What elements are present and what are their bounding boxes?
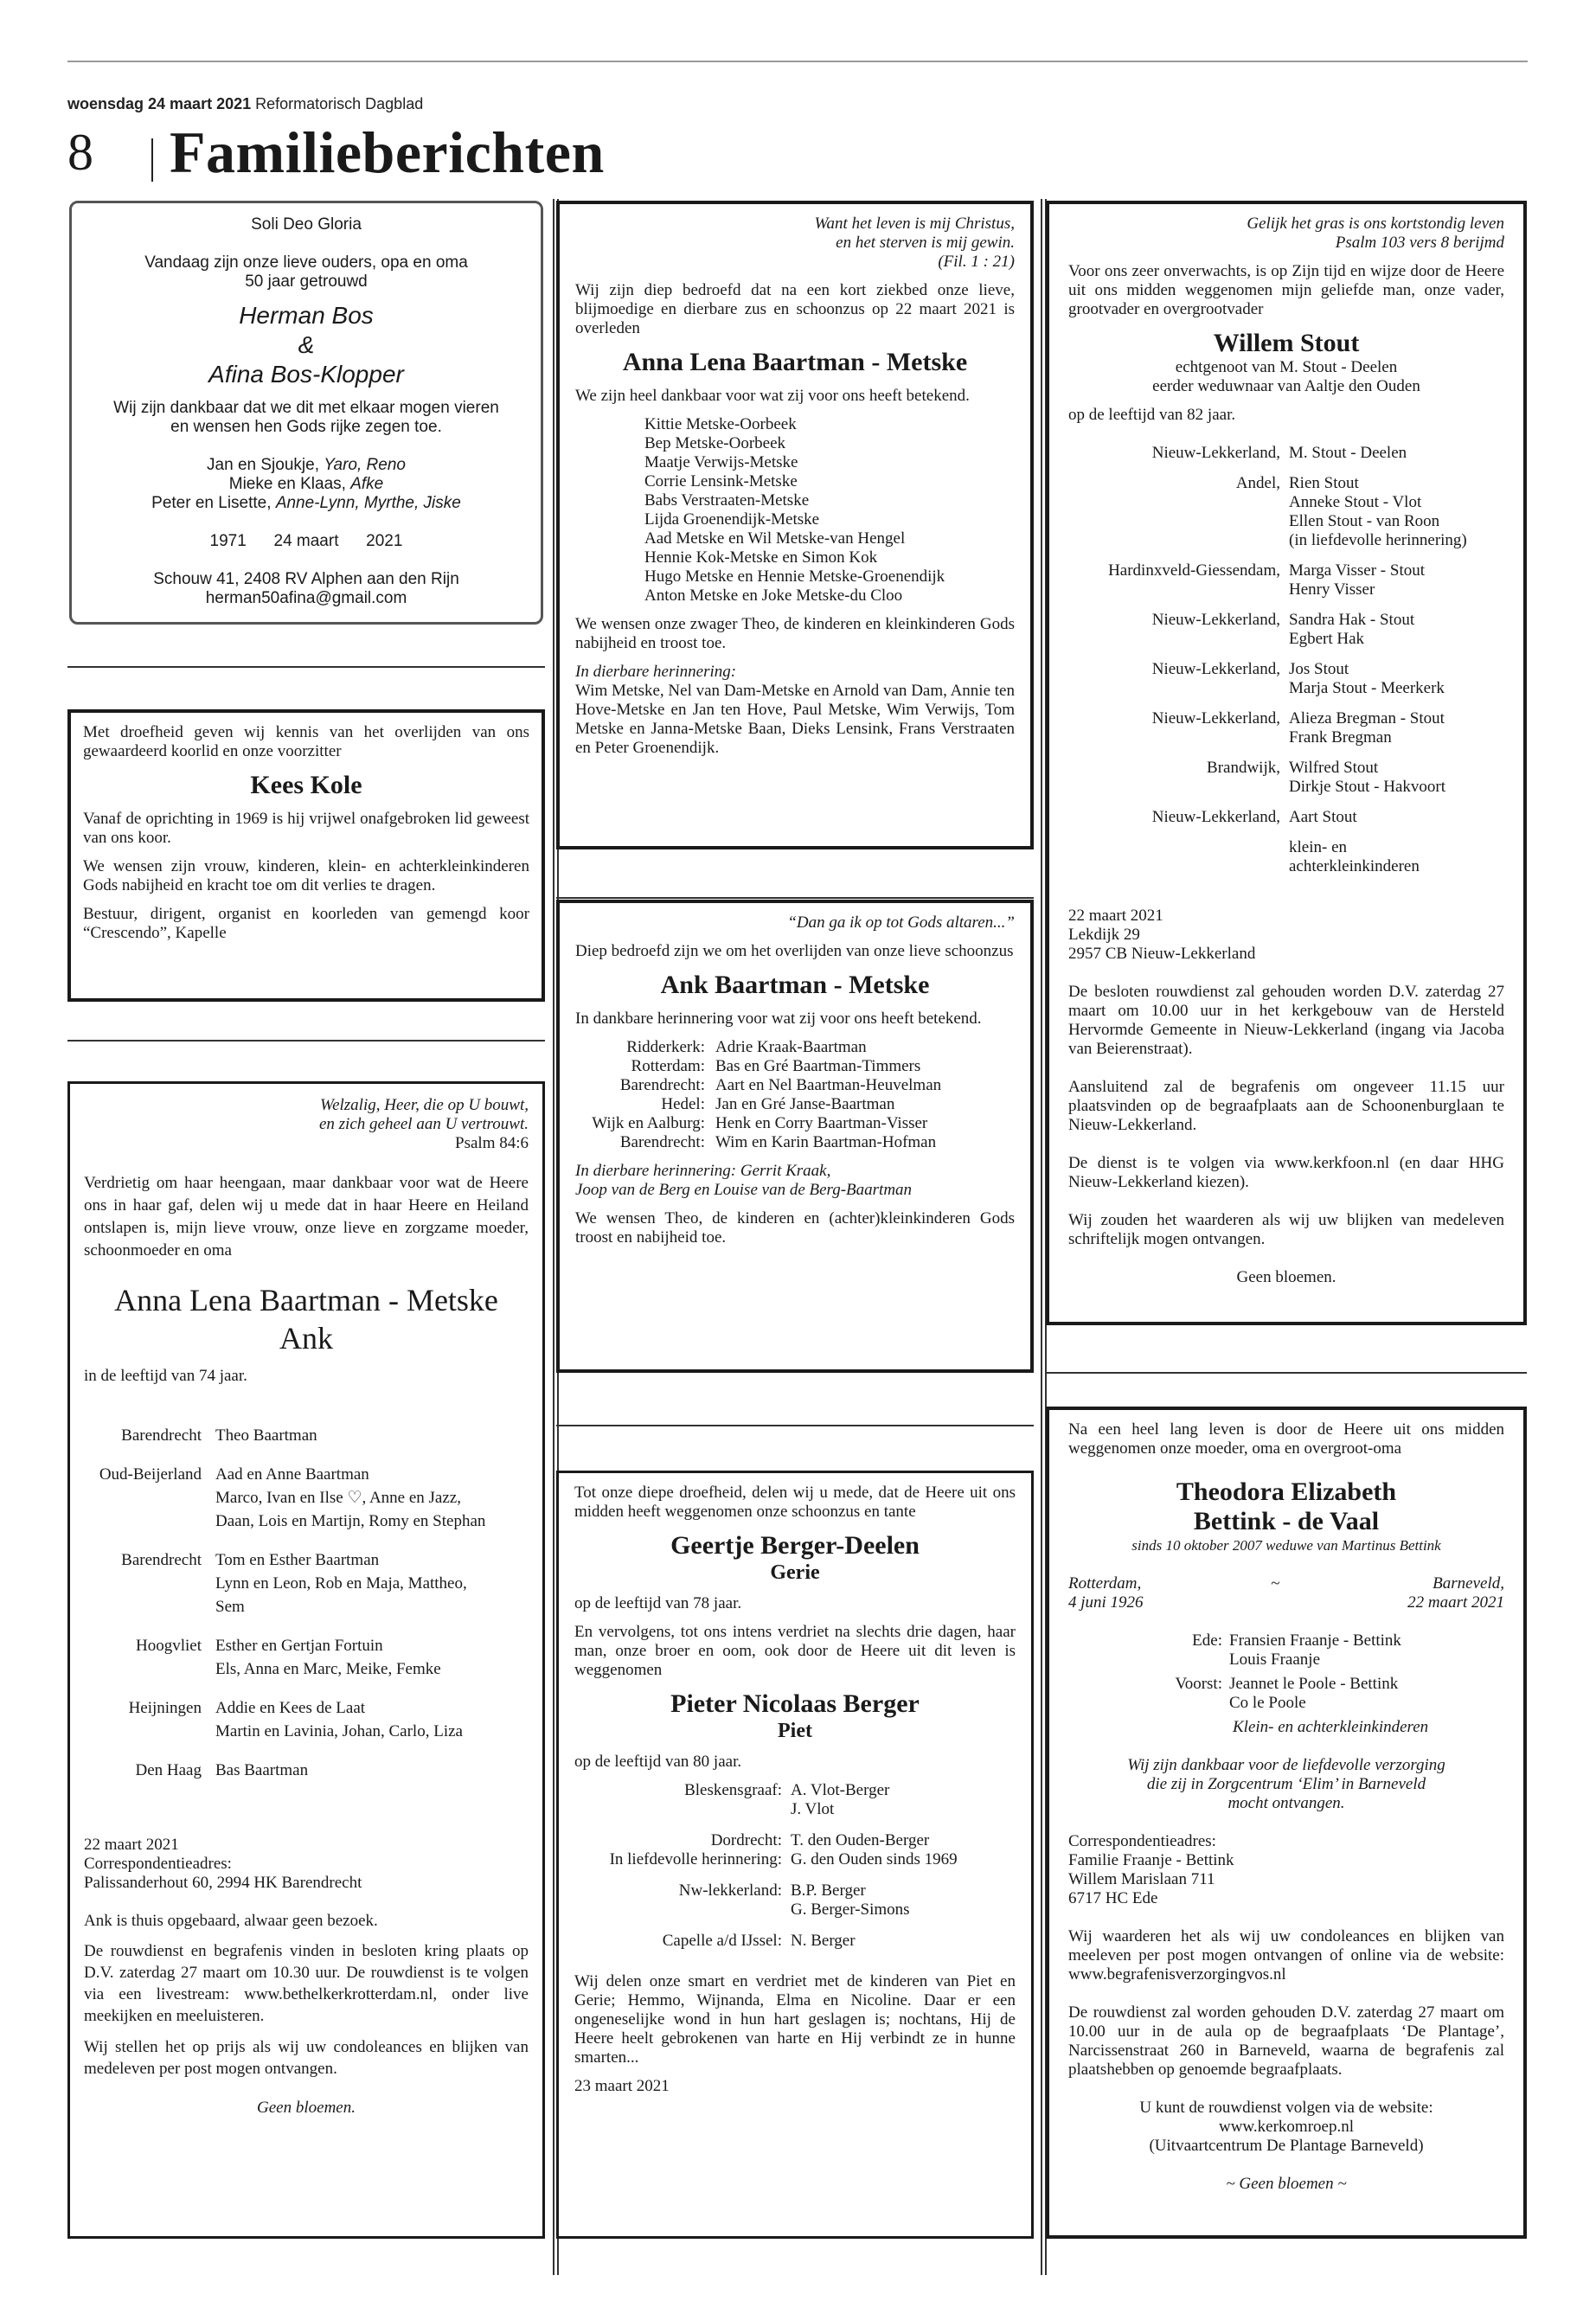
family-place: Nieuw-Lekkerland, — [1151, 660, 1280, 678]
deceased-name: Pieter Nicolaas Berger — [670, 1689, 920, 1718]
no-flowers: Geen bloemen. — [257, 2099, 356, 2117]
deceased-name: Anna Lena Baartman - Metske — [622, 348, 968, 376]
column-rule-2 — [1041, 199, 1042, 2275]
family-name: Wim en Karin Baartman-Hofman — [715, 1133, 937, 1151]
family-names — [791, 1831, 1016, 1850]
verse-reference: (Fil. 1 : 21) — [938, 253, 1015, 271]
widow-line: sinds 10 oktober 2007 weduwe van Martinus Bettink — [1131, 1537, 1441, 1554]
family-name: Addie en Kees de Laat — [215, 1699, 366, 1717]
notice-anna-lena-baartman-siblings — [556, 201, 1034, 849]
family-names — [1229, 1631, 1504, 1670]
family-names — [1289, 660, 1504, 698]
family-name: G. Berger-Simons — [791, 1900, 910, 1919]
motto: Soli Deo Gloria — [251, 215, 362, 234]
wish: We wensen Theo, de kinderen en (achter)kleinkinderen Gods troost en nabijheid toe. — [575, 1209, 1015, 1247]
age: op de leeftijd van 78 jaar. — [574, 1594, 742, 1612]
ampersand: & — [298, 331, 315, 358]
grandchildren: Klein- en achterkleinkinderen — [1233, 1718, 1429, 1736]
stream-url[interactable]: www.kerkomroep.nl — [1218, 2118, 1354, 2136]
stream: De dienst is te volgen via www.kerkfoon.nl (en daar HHG Nieuw-Lekkerland kiezen). — [1068, 1154, 1504, 1191]
family-name: klein- en — [1289, 838, 1348, 856]
family-names — [1289, 474, 1504, 550]
care-line: die zij in Zorgcentrum ‘Elim’ in Barneveld — [1146, 1775, 1426, 1793]
family-entry — [1068, 611, 1504, 649]
family-name: Bas Baartman — [215, 1761, 309, 1779]
column-rule-1 — [553, 199, 554, 2275]
sibling: Bep Metske-Oorbeek — [644, 434, 786, 452]
family-entry — [1068, 1631, 1504, 1670]
notice-willem-stout — [1046, 201, 1527, 1325]
couple-name: Herman Bos — [239, 302, 374, 329]
family-place: Andel, — [1235, 474, 1280, 492]
family-name: Henk en Corry Baartman-Visser — [715, 1114, 928, 1132]
family-name: Daan, Lois en Martijn, Romy en Stephan — [215, 1512, 486, 1530]
family-place: Oud-Beijerland — [99, 1465, 202, 1484]
death-date: 22 maart 2021 — [1407, 1593, 1504, 1612]
family-place: Hedel: — [661, 1095, 705, 1113]
notice-kees-kole — [67, 709, 545, 1002]
family-name: Alieza Bregman - Stout — [1289, 709, 1445, 727]
burial: Aansluitend zal de begrafenis om ongeveer 11.15 uur plaatsvinden op de begraafplaats aan de Schoonenburglaan te Nieuw-Lekkerland. — [1068, 1078, 1504, 1134]
family-name: Marja Stout - Meerkerk — [1289, 679, 1445, 697]
death-place: Barneveld, — [1433, 1574, 1504, 1593]
family-names — [215, 1759, 529, 1782]
life-dates — [1068, 1574, 1504, 1612]
family-name: Aart Stout — [1289, 808, 1357, 826]
notice-ank-baartman-in-laws — [556, 900, 1034, 1373]
correspondence-line: Willem Marislaan 711 — [1068, 1870, 1215, 1888]
paragraph: Wij delen onze smart en verdriet met de kinderen van Piet en Gerie; Hemmo, Wijnanda, Elma en Nicoline. Daar er een ongeneselijke wond in hun hart geslagen is; nochtans, Hij de Heere heelt gebrokenen van harte en Hij verbindt ze in hunne smarten... — [574, 1972, 1016, 2067]
family-place: Nieuw-Lekkerland, — [1151, 611, 1280, 629]
family-name: Anneke Stout - Vlot — [1289, 493, 1422, 511]
correspondence-label: Correspondentieadres: — [84, 1855, 232, 1873]
death — [1407, 1574, 1504, 1612]
thanks: Wij stellen het op prijs als wij uw condoleances en blijken van medeleven per post mogen ontvangen. — [84, 2038, 529, 2078]
family-name: Fransien Fraanje - Bettink — [1229, 1631, 1401, 1650]
family-name: Esther en Gertjan Fortuin — [215, 1637, 383, 1655]
couple-name: Afina Bos-Klopper — [208, 361, 404, 388]
family-names — [215, 1634, 529, 1681]
family-place: Voorst: — [1175, 1675, 1222, 1693]
family-entry — [84, 1634, 529, 1681]
family-place: Hardinxveld-Giessendam, — [1108, 561, 1280, 580]
service: De besloten rouwdienst zal gehouden worden D.V. zaterdag 27 maart om 10.00 uur in het kerkgebouw van de Hersteld Hervormde Gemeente in Nieuw-Lekkerland (ingang via Jacoba van Beierenstraat). — [1068, 983, 1504, 1058]
sibling: Lijda Groenendijk-Metske — [644, 510, 820, 529]
correspondence-label: Correspondentieadres: — [1068, 1832, 1216, 1850]
deceased-name: Bettink - de Vaal — [1193, 1507, 1380, 1535]
family-line: Mieke en Klaas, Afke — [228, 475, 384, 493]
sibling: Corrie Lensink-Metske — [644, 472, 798, 490]
family-entry — [1068, 660, 1504, 698]
family-name: M. Stout - Deelen — [1289, 444, 1407, 462]
family-place: Barendrecht: — [619, 1133, 705, 1151]
family-names — [1289, 808, 1504, 827]
family-place: Nieuw-Lekkerland, — [1151, 709, 1280, 727]
anniversary-line: 50 jaar getrouwd — [245, 272, 368, 291]
family-place: Rotterdam: — [631, 1057, 705, 1075]
birth — [1068, 1574, 1144, 1612]
family-entry — [84, 1548, 529, 1618]
family-entry — [84, 1463, 529, 1533]
deceased-name: Theodora Elizabeth — [1176, 1477, 1397, 1506]
family-name: Co le Poole — [1229, 1694, 1306, 1712]
thanks-line: Wij zijn dankbaar dat we dit met elkaar mogen vieren — [113, 399, 499, 417]
stream: (Uitvaartcentrum De Plantage Barneveld) — [1149, 2137, 1424, 2155]
family-name: Theo Baartman — [215, 1426, 317, 1445]
care-line: Wij zijn dankbaar voor de liefdevolle verzorging — [1127, 1756, 1445, 1774]
sibling: Kittie Metske-Oorbeek — [644, 415, 797, 433]
family-entry — [574, 1881, 1016, 1920]
sibling: Maatje Verwijs-Metske — [644, 453, 798, 471]
verse: en het sterven is mij gewin. — [836, 234, 1015, 252]
separator — [1046, 1372, 1527, 1374]
family-name: T. den Ouden-Berger — [791, 1831, 930, 1849]
family-names — [215, 1696, 529, 1743]
family-list — [574, 1781, 1016, 1951]
family-names — [791, 1781, 1016, 1819]
family-list — [575, 1038, 1015, 1152]
family-name: J. Vlot — [791, 1800, 835, 1818]
family-names — [1289, 611, 1504, 649]
family-names — [215, 1424, 529, 1447]
sibling: Anton Metske en Joke Metske-du Cloo — [644, 586, 903, 605]
sibling: Hennie Kok-Metske en Simon Kok — [644, 548, 878, 567]
family-name: (in liefdevolle herinnering) — [1289, 531, 1467, 549]
family-name: Jos Stout — [1289, 660, 1349, 678]
family-entry — [1068, 759, 1504, 797]
family-name: achterkleinkinderen — [1289, 857, 1420, 875]
family-entry — [574, 1932, 1016, 1951]
family-name: Wilfred Stout — [1289, 759, 1379, 777]
family-entry — [574, 1781, 1016, 1819]
notice-bettink — [1046, 1407, 1527, 2239]
family-name: Egbert Hak — [1289, 630, 1365, 648]
family-names — [1289, 759, 1504, 797]
family-names — [1289, 838, 1504, 876]
paragraph: En vervolgens, tot ons intens verdriet na slechts drie dagen, haar man, onze broer en oom, ook door de Heere uit dit leven is weggenomen — [574, 1623, 1016, 1679]
care-line: mocht ontvangen. — [1227, 1794, 1345, 1812]
spouse: eerder weduwnaar van Aaltje den Ouden — [1152, 377, 1420, 395]
family-name: Marco, Ivan en Ilse ♡, Anne en Jazz, — [215, 1489, 461, 1507]
family-names — [1289, 444, 1504, 463]
family-entry — [574, 1831, 1016, 1850]
email[interactable]: herman50afina@gmail.com — [205, 589, 407, 607]
age: op de leeftijd van 82 jaar. — [1068, 406, 1236, 424]
birth-place: Rotterdam, — [1068, 1574, 1142, 1593]
family-place: Ridderkerk: — [626, 1038, 705, 1056]
sibling: Hugo Metske en Hennie Metske-Groenendijk — [644, 567, 945, 586]
deceased-name: Anna Lena Baartman - Metske — [114, 1283, 498, 1317]
family-place: Barendrecht — [121, 1551, 202, 1569]
siblings-list — [575, 415, 1015, 606]
verse: en zich geheel aan U vertrouwt. — [318, 1115, 529, 1133]
stream: U kunt de rouwdienst volgen via de website: — [1139, 2099, 1433, 2117]
family-place: Dordrecht: — [710, 1831, 782, 1849]
family-name: Frank Bregman — [1289, 728, 1392, 747]
family-name: N. Berger — [791, 1932, 856, 1950]
memory: In dierbare herinnering: Gerrit Kraak, — [575, 1162, 831, 1180]
family-name: Els, Anna en Marc, Meike, Femke — [215, 1660, 441, 1678]
wish: We wensen onze zwager Theo, de kinderen en kleinkinderen Gods nabijheid en troost toe. — [575, 615, 1015, 652]
verse: Welzalig, Heer, die op U bouwt, — [319, 1096, 529, 1114]
family-name: A. Vlot-Berger — [791, 1781, 890, 1799]
family-name: Tom en Esther Baartman — [215, 1551, 380, 1569]
quote: “Dan ga ik op tot Gods altaren...” — [787, 913, 1015, 932]
dates-line: 1971 24 maart 2021 — [209, 532, 403, 550]
city: 2957 CB Nieuw-Lekkerland — [1068, 945, 1256, 963]
deceased-name: Willem Stout — [1213, 329, 1360, 357]
family-name: Henry Visser — [1289, 580, 1375, 599]
address: Schouw 41, 2408 RV Alphen aan den Rijn — [153, 570, 459, 588]
family-name: Martin en Lavinia, Johan, Carlo, Liza — [215, 1722, 463, 1740]
date: 22 maart 2021 — [84, 1836, 179, 1854]
family-entry — [1068, 709, 1504, 747]
family-name: Rien Stout — [1289, 474, 1359, 492]
memory: Joop van de Berg en Louise van de Berg-Baartman — [575, 1181, 913, 1199]
family-entry — [84, 1759, 529, 1782]
family-name: Bas en Gré Baartman-Timmers — [715, 1057, 921, 1075]
correspondence-line: 6717 HC Ede — [1068, 1889, 1158, 1907]
family-entry — [1068, 808, 1504, 827]
intro: Verdrietig om haar heengaan, maar dankbaar voor wat de Heere ons in haar gaf, delen wij u mede dat in haar Heere en Heiland ontslapen is, mijn lieve vrouw, onze lieve en zorgzame moeder, schoonmoeder en oma — [84, 1174, 529, 1259]
separator — [67, 666, 545, 668]
dateline: woensdag 24 maart 2021 Reformatorisch Dagblad — [67, 95, 424, 112]
family-place: Heijningen — [128, 1699, 202, 1717]
separator — [67, 1040, 545, 1042]
thanks: Wij zouden het waarderen als wij uw blijken van medeleven schriftelijk mogen ontvangen. — [1068, 1211, 1504, 1248]
sibling: Babs Verstraaten-Metske — [644, 491, 810, 510]
intro: Met droefheid geven wij kennis van het overlijden van ons gewaardeerd koorlid en onze voorzitter — [83, 723, 529, 760]
spouse: echtgenoot van M. Stout - Deelen — [1175, 358, 1398, 376]
correspondence-line: Familie Fraanje - Bettink — [1068, 1851, 1234, 1869]
family-place: Bleskensgraaf: — [684, 1781, 782, 1799]
family-place: Den Haag — [135, 1761, 202, 1779]
family-names — [1289, 709, 1504, 747]
family-name: Jan en Gré Janse-Baartman — [715, 1095, 895, 1113]
family-name: Sandra Hak - Stout — [1289, 611, 1415, 629]
paragraph: We wensen zijn vrouw, kinderen, klein- en achterkleinkinderen Gods nabijheid en kracht toe om dit verlies te dragen. — [83, 857, 529, 894]
viewing: Ank is thuis opgebaard, alwaar geen bezoek. — [84, 1912, 378, 1930]
family-name: Dirkje Stout - Hakvoort — [1289, 778, 1446, 796]
deceased-name: Geertje Berger-Deelen — [670, 1531, 920, 1560]
age: op de leeftijd van 80 jaar. — [574, 1753, 742, 1771]
page-number: 8 — [67, 124, 93, 181]
verse: Want het leven is mij Christus, — [814, 215, 1015, 233]
service: De rouwdienst en begrafenis vinden in besloten kring plaats op D.V. zaterdag 27 maart om 10.30 uur. De rouwdienst is te volgen via een livestream: www.bethelkerkrotterdam.nl, onder live meekijken en meeluisteren. — [84, 1942, 529, 2025]
family-name: Ellen Stout - van Roon — [1289, 512, 1440, 530]
memory-intro: In dankbare herinnering voor wat zij voor ons heeft betekend. — [575, 1009, 982, 1028]
sibling: Aad Metske en Wil Metske-van Hengel — [644, 529, 906, 548]
family-entry — [84, 1424, 529, 1447]
family-list — [84, 1424, 529, 1782]
notice-anna-lena-baartman-family — [67, 1081, 545, 2239]
street: Lekdijk 29 — [1068, 926, 1140, 944]
family-name: B.P. Berger — [791, 1881, 866, 1900]
thanks: We zijn heel dankbaar voor wat zij voor ons heeft betekend. — [575, 387, 970, 405]
family-place: Barendrecht: — [619, 1076, 705, 1094]
deceased-nickname: Piet — [778, 1720, 812, 1742]
family-place — [1068, 838, 1280, 876]
family-place: Nieuw-Lekkerland, — [1151, 808, 1280, 826]
intro: Diep bedroefd zijn we om het overlijden van onze lieve schoonzus — [575, 942, 1014, 960]
page-title: Familieberichten — [170, 119, 605, 185]
family-names — [215, 1548, 529, 1618]
family-line: Peter en Lisette, Anne-Lynn, Myrthe, Jiske — [151, 494, 461, 512]
no-flowers: ~ Geen bloemen ~ — [1226, 2175, 1347, 2193]
signature: Bestuur, dirigent, organist en koorleden van gemengd koor “Crescendo”, Kapelle — [83, 905, 529, 942]
intro: Na een heel lang leven is door de Heere uit ons midden weggenomen onze moeder, oma en overgroot-oma — [1068, 1420, 1504, 1458]
birth-date: 4 juni 1926 — [1068, 1593, 1144, 1612]
family-entry — [1068, 474, 1504, 550]
notice-bos-anniversary — [69, 201, 543, 625]
family-place: Nieuw-Lekkerland, — [1151, 444, 1280, 462]
family-names — [791, 1881, 1016, 1920]
family-names — [215, 1463, 529, 1533]
family-place: Wijk en Aalburg: — [592, 1114, 705, 1132]
family-name: Lynn en Leon, Rob en Maja, Mattheo, — [215, 1574, 467, 1593]
top-rule — [67, 61, 1528, 62]
memory: Wim Metske, Nel van Dam-Metske en Arnold van Dam, Annie ten Hove-Metske en Jan ten Hove, Paul Metske, Wim Verwijs, Tom Metske en Janna-Metske Baan, Dieks Lensink, Frans Verstraaten en Peter Groenendijk. — [575, 682, 1015, 757]
family-line: Jan en Sjoukje, Yaro, Reno — [207, 456, 406, 474]
family-place: Brandwijk, — [1207, 759, 1280, 777]
family-name: Jeannet le Poole - Bettink — [1229, 1675, 1399, 1693]
family-place: In liefdevolle herinnering: — [609, 1850, 782, 1868]
correspondence-address: Palissanderhout 60, 2994 HK Barendrecht — [84, 1874, 362, 1892]
tilde: ~ — [1271, 1574, 1280, 1593]
family-names — [1229, 1675, 1504, 1713]
family-name: Aad en Anne Baartman — [215, 1465, 369, 1484]
family-entry — [1068, 838, 1504, 876]
separator — [556, 1425, 1034, 1426]
condolences: Wij waarderen het als wij uw condoleances en blijken van meeleven per post mogen ontvangen of online via de website: www.begrafenisverzorgingvos.nl — [1068, 1927, 1504, 1984]
thanks-line: en wensen hen Gods rijke zegen toe. — [170, 418, 442, 436]
family-entry — [84, 1696, 529, 1743]
intro: Voor ons zeer onverwachts, is op Zijn tijd en wijze door de Heere uit ons midden weggenomen mijn geliefde man, onze vader, grootvader en overgrootvader — [1068, 262, 1504, 318]
family-place: Nw-lekkerland: — [678, 1881, 782, 1900]
age: in de leeftijd van 74 jaar. — [84, 1367, 247, 1385]
deceased-nickname: Gerie — [770, 1561, 820, 1584]
family-place: Capelle a/d IJssel: — [662, 1932, 782, 1950]
family-list — [1068, 1631, 1504, 1713]
family-name: Aart en Nel Baartman-Heuvelman — [715, 1076, 942, 1094]
family-entry — [1068, 561, 1504, 599]
service: De rouwdienst zal worden gehouden D.V. zaterdag 27 maart om 10.00 uur in de aula op de begraafplaats ‘De Plantage’, Narcissenstraat 260 in Barneveld, waarna de begrafenis zal plaatshebben op genoemde begraafplaats. — [1068, 2003, 1504, 2079]
family-name: Louis Fraanje — [1229, 1650, 1321, 1669]
family-entry — [1068, 444, 1504, 463]
family-names — [1289, 561, 1504, 599]
separator — [556, 897, 1034, 899]
family-list — [1068, 444, 1504, 876]
verse: Gelijk het gras is ons kortstondig leven — [1247, 215, 1504, 233]
intro: Tot onze diepe droefheid, delen wij u mede, dat de Heere uit ons midden heeft weggenomen onze schoonzus en tante — [574, 1484, 1016, 1521]
deceased-name: Ank Baartman - Metske — [660, 971, 930, 999]
verse-reference: Psalm 103 vers 8 berijmd — [1335, 234, 1504, 252]
family-entry — [1068, 1675, 1504, 1713]
family-place: Hoogvliet — [136, 1637, 202, 1655]
date: 22 maart 2021 — [1068, 907, 1163, 925]
no-flowers: Geen bloemen. — [1236, 1268, 1336, 1286]
notice-berger — [556, 1471, 1034, 2239]
verse-reference: Psalm 84:6 — [455, 1134, 529, 1152]
family-entry — [574, 1850, 1016, 1869]
title-divider — [151, 138, 153, 182]
date: 23 maart 2021 — [574, 2077, 670, 2095]
family-name: Adrie Kraak-Baartman — [715, 1038, 867, 1056]
family-names — [791, 1850, 1016, 1869]
family-name: Sem — [215, 1598, 245, 1616]
intro: Wij zijn diep bedroefd dat na een kort ziekbed onze lieve, blijmoedige en dierbare zus en schoonzus op 22 maart 2021 is overleden — [575, 281, 1015, 337]
family-place: Ede: — [1192, 1631, 1222, 1650]
family-name: G. den Ouden sinds 1969 — [791, 1850, 958, 1868]
family-place: Barendrecht — [121, 1426, 202, 1445]
deceased-nickname: Ank — [279, 1321, 333, 1356]
deceased-name: Kees Kole — [250, 771, 362, 799]
family-names — [791, 1932, 1016, 1951]
anniversary-line: Vandaag zijn onze lieve ouders, opa en oma — [144, 253, 468, 272]
paragraph: Vanaf de oprichting in 1969 is hij vrijwel onafgebroken lid geweest van ons koor. — [83, 810, 529, 847]
memory-label: In dierbare herinnering: — [575, 663, 737, 681]
family-name: Marga Visser - Stout — [1289, 561, 1426, 580]
